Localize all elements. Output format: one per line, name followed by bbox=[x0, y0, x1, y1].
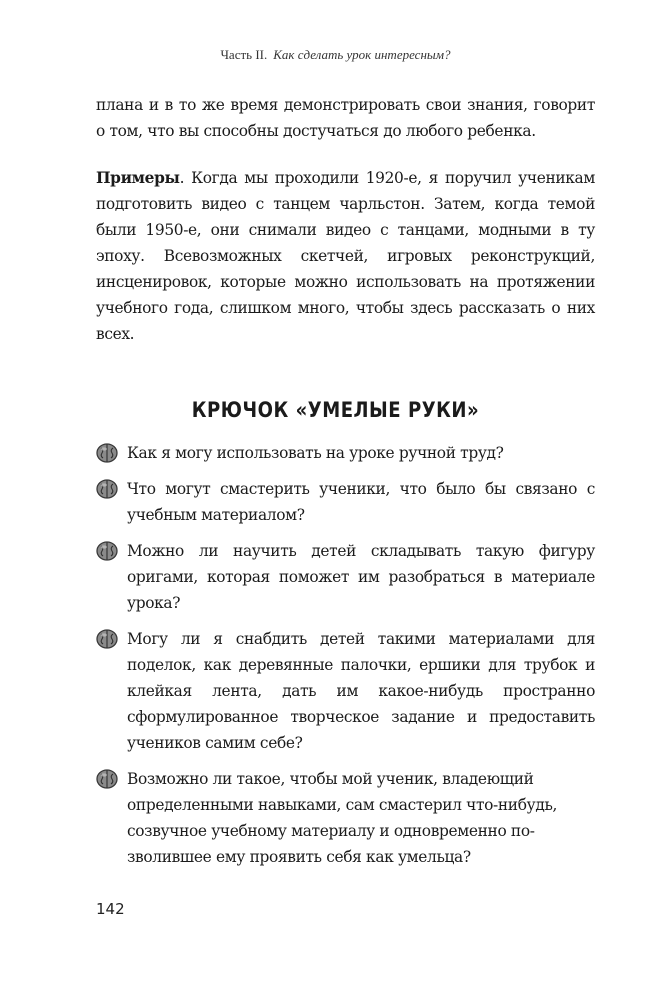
question-text: Как я могу использовать на уроке ручной труд? bbox=[127, 444, 504, 462]
running-head-part: Часть II. bbox=[220, 47, 268, 62]
question-text: Возможно ли такое, чтобы мой ученик, владеющий определенными навыками, сам смастерил что-нибудь, созвучное учебному материалу и одновременно позволившее ему проявить себя как умельца? bbox=[127, 770, 558, 866]
examples-lead: Примеры bbox=[96, 169, 180, 187]
brain-icon bbox=[96, 443, 118, 463]
question-text: Могу ли я снабдить детей такими материалами для поделок, как деревянные палочки, ершики для трубок и клейкая лента, дать им какое-нибудь пространно сформулированное творческое задание и предоставить учеников самим себе? bbox=[127, 630, 595, 752]
examples-body: . Когда мы проходили 1920-е, я поручил ученикам подготовить видео с танцем чарльстон. Затем, когда темой были 1950-е, они снимали видео с танцами, модными в ту эпоху. Всевозможных скетчей, игровых реконструкций, инсценировок, которые можно использовать на протяжении учебного года, слишком много, чтобы здесь рассказать о них всех. bbox=[96, 169, 595, 343]
question-list bbox=[96, 440, 595, 880]
brain-icon bbox=[96, 629, 118, 649]
question-item bbox=[96, 766, 595, 870]
page-number: 142 bbox=[96, 900, 125, 918]
question-item bbox=[96, 626, 595, 756]
question-text: Что могут смастерить ученики, что было бы связано с учебным материалом? bbox=[127, 480, 595, 524]
question-item bbox=[96, 476, 595, 528]
section-heading: КРЮЧОК «УМЕЛЫЕ РУКИ» bbox=[191, 398, 480, 422]
brain-icon bbox=[96, 769, 118, 789]
paragraph-examples bbox=[96, 165, 595, 347]
running-head-title: Как сделать урок интересным? bbox=[273, 47, 451, 62]
question-item bbox=[96, 440, 595, 466]
running-head bbox=[0, 47, 671, 63]
question-item bbox=[96, 538, 595, 616]
question-text: Можно ли научить детей складывать такую фигуру оригами, которая поможет им разобраться в материале урока? bbox=[127, 542, 595, 612]
brain-icon bbox=[96, 479, 118, 499]
brain-icon bbox=[96, 541, 118, 561]
paragraph-continuation: плана и в то же время демонстрировать свои знания, говорит о том, что вы способны достучаться до любого ребенка. bbox=[96, 96, 595, 140]
